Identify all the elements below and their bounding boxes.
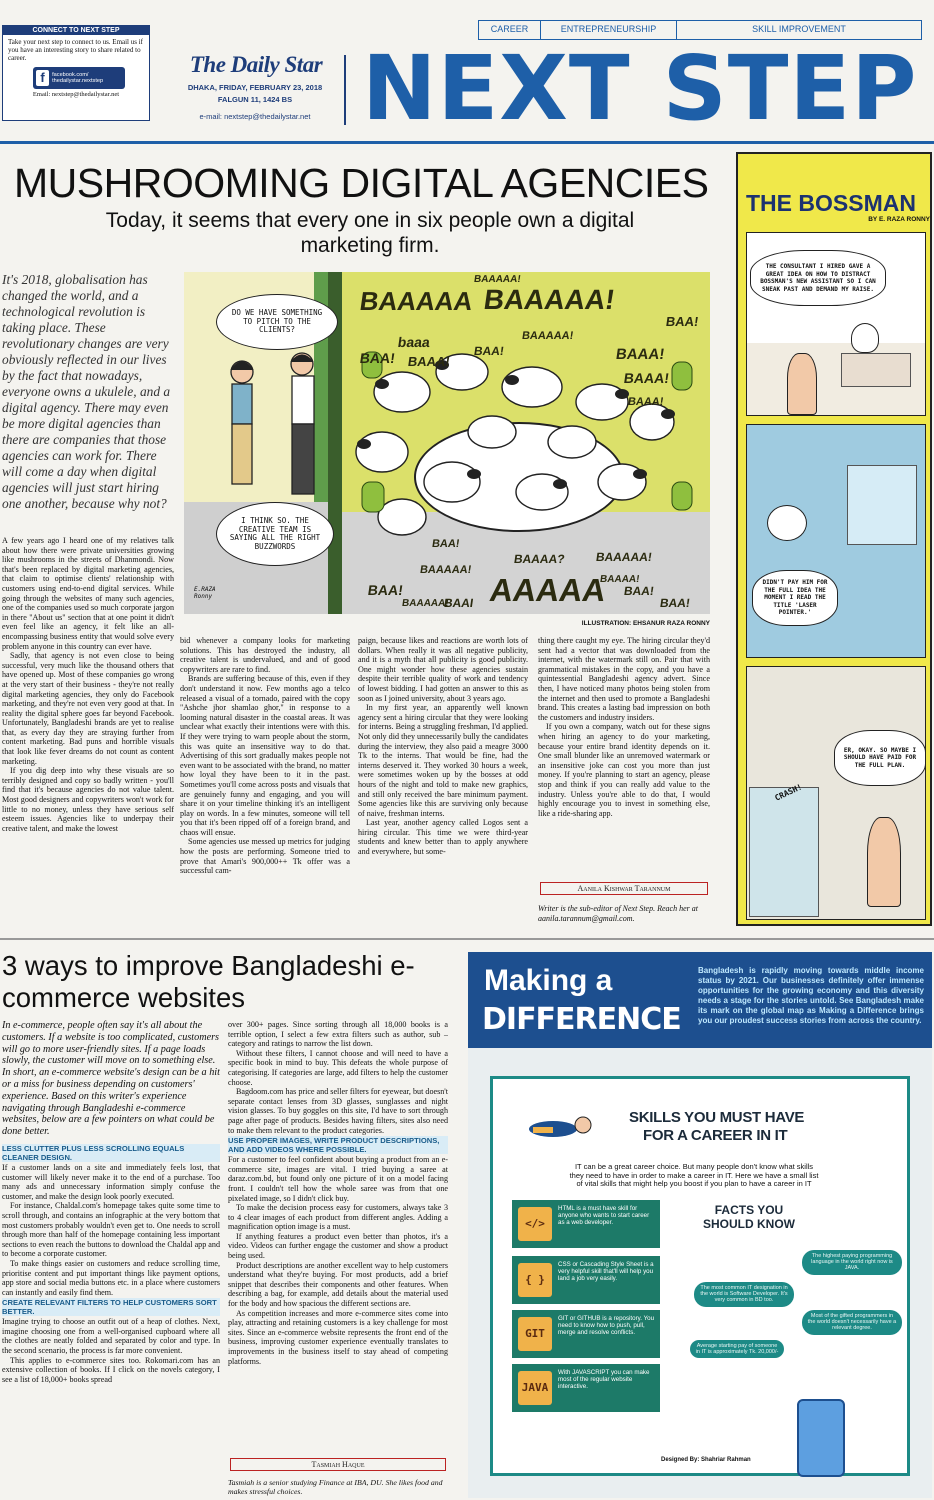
paragraph: For a customer to feel confident about buying a product from an e-commerce site, images are vital. I tried buying a saree at daraz.com.bd, but found only one picture of it on a model facing front. I couldn't tell how the whole saree was from that one pixelated image, so I didn't click buy.	[228, 1155, 448, 1203]
java-icon: JAVA	[518, 1371, 552, 1405]
article1-col1	[2, 536, 174, 926]
paragraph: If a customer lands on a site and immediately feels lost, that customer will likely never make it to the end of a purchase. Too many ads and unnecessary information simply confuse the customer, and make the design look poorly executed.	[2, 1162, 220, 1201]
paragraph: Without these filters, I cannot choose and will need to have a specific book in mind to buy. This defeats the whole purpose of categorising. If categories are large, add filters to help the customer choose.	[228, 1048, 448, 1087]
paragraph: To make the decision process easy for customers, always take 3 to 4 clear images of each product from different angles. Adding a magnification option image is a must.	[228, 1203, 448, 1232]
paragraph: A few years ago I heard one of my relatives talk about how there were private universities growing like mushrooms in the streets of Dhanmondi. Now that's been replaced by digital marketing agencies, that claim to optimise clients' relationship with customers using end-to-end digital services. While going through the websites of many such agencies, one of the companies used so much corporate jargon in there "About us" section that at one point it didn't even feel like an agency, it felt like an all-encompassing business entity that would solve every problem anyone in this country can ever have.	[2, 536, 174, 651]
connect-email: Email: nextstep@thedailystar.net	[32, 91, 120, 98]
fact-bubble: Average starting pay of someone in IT is approximately Tk. 20,000/-	[690, 1340, 784, 1358]
baa-text: BAA!	[473, 344, 505, 358]
date-line: DHAKA, FRIDAY, FEBRUARY 23, 2018	[187, 83, 323, 92]
difference-title-line2: DIFFERENCE	[482, 1002, 681, 1037]
cat-figure	[851, 323, 879, 353]
panel-3-door	[749, 787, 819, 917]
paragraph: bid whenever a company looks for marketing solutions. This has destroyed the industry, all creative talent is undervalued, and and of good copywriters are rare to find.	[180, 636, 350, 674]
panel-3-man	[867, 817, 901, 907]
comic-bubble-answer: I THINK SO. THE CREATIVE TEAM IS SAYING ALL THE RIGHT BUZZWORDS	[216, 502, 334, 566]
panel-2-cat	[767, 505, 807, 541]
paper-name: The Daily Star	[189, 52, 323, 77]
article1-headline: MUSHROOMING DIGITAL AGENCIES	[14, 160, 709, 206]
difference-blurb: Bangladesh is rapidly moving towards middle income status by 2021. Our businesses definitely offer immense opportunities for the growing economy and this diversity needs a stage for the stories untold. See Bangladesh make its mark on the global map as Making a Difference brings you our proudest success stories from across the country.	[698, 966, 924, 1025]
article1-author: Aanila Kishwar Tarannum	[540, 882, 708, 895]
baa-text: BAAAAA!	[595, 550, 653, 564]
intro-text: It's 2018, globalisation has changed the world, and a technological revolution is taking place. These revolutionary changes are very obviously reflected in our lives by the fact that nowadays, everyone owns a ukulele, and a digital agency. There may even be more digital agencies than there are companies that those agencies can work for. There will come a day when digital agencies will just start hiring one another, because why not?	[2, 272, 171, 511]
baa-text: BAA!	[431, 538, 461, 550]
facebook-badge[interactable]	[33, 67, 125, 89]
skill-text: With JAVASCRIPT you can make most of the regular website interactive.	[558, 1369, 650, 1391]
article1-col3	[358, 636, 528, 926]
baa-text: BAA!	[659, 596, 691, 610]
article2-col1	[2, 1020, 220, 1500]
paragraph: As competition increases and more e-commerce sites come into play, attracting and retaining customers is a key challenge for most sites. Since an e-commerce website represents the front end of the business, improving customer experience eventually translates to improvements in the business itself to stay ahead of competing platforms.	[228, 1308, 448, 1366]
paragraph: Brands are suffering because of this, even if they don't understand it now. Few months ago a telco released a visual of a tornado, paired with the copy "Ashche jhor shamlao ghor," in response to a looming natural disaster in the coastal areas. It was unclear what exactly their intentions were with this. If they were trying to warn people about the storm, this was quite an insensitive way to do that. Advertising of this sort gradually makes people not even want to be associated with the brand, no matter how loyal they have been to it in the past. Sometimes you'll come across posts and visuals that are genuinely funny and engaging, and you will share it on your timeline thinking it's an intelligent play on words. In a few minutes, someone will tell you that it's been ripped off of a foreign brand, and chaos will ensue.	[180, 674, 350, 837]
facts-title: FACTS YOU SHOULD KNOW	[703, 1203, 795, 1231]
code-icon: </>	[518, 1207, 552, 1241]
baa-text: baaa	[396, 334, 432, 350]
baa-text: BAAA!	[627, 396, 665, 408]
section-divider	[0, 938, 934, 940]
two-people	[214, 342, 334, 512]
panel-1-desk	[841, 353, 911, 387]
paragraph: If you dig deep into why these visuals are so terribly designed and copy so badly written - you'll find that it's because agencies do not value talent. Most good designers and copywriters won't work for little to no money, unless they have serious self esteem issues. Agencies like to underpay their creative talent, and make the lowest	[2, 766, 174, 833]
baa-text: BAA!	[664, 314, 700, 329]
skills-title-2: FOR A CAREER IN IT	[643, 1127, 788, 1144]
bossman-byline: BY E. RAZA RONNY	[868, 216, 930, 223]
paragraph: To make things easier on customers and reduce scrolling time, prioritise content and put important things like payment options, app store and social media buttons etc. in a place where customers can instantly and easily find them.	[2, 1258, 220, 1297]
article1-col4	[538, 636, 710, 880]
illustration-credit: ILLUSTRATION: EHSANUR RAZA RONNY	[581, 620, 710, 627]
date-line-bs: FALGUN 11, 1424 BS	[217, 95, 293, 104]
tab-career[interactable]: CAREER	[479, 21, 541, 39]
skill-card-css	[512, 1256, 660, 1304]
paragraph: This applies to e-commerce sites too. Rokomari.com has an extensive collection of books. If I click on the novels category, I see a list of 18,000+ books spread	[2, 1355, 220, 1384]
git-icon: GIT	[518, 1317, 552, 1351]
article1-deck: Today, it seems that every one in six people own a digital marketing firm.	[105, 209, 635, 257]
paragraph: over 300+ pages. Since sorting through all 18,000 books is a terrible option, I select a few extra filters such as author, sub – category and ratings to narrow the list down.	[228, 1020, 448, 1049]
connect-title: CONNECT TO NEXT STEP	[3, 26, 149, 35]
baa-text: BAAA!	[614, 346, 666, 363]
baa-text: BAAAAA!	[481, 284, 617, 315]
tab-entrepreneurship[interactable]: ENTREPRENEURSHIP	[541, 21, 677, 39]
skill-text: CSS or Cascading Style Sheet is a very helpful skill that'll will help you land a job very easily.	[558, 1261, 654, 1283]
baa-text: BAAAAA!	[419, 564, 473, 576]
bossman-comic	[736, 152, 932, 926]
baa-text: BAA!	[623, 584, 655, 598]
masthead-rule	[0, 141, 934, 144]
baa-text: BAAAA!	[599, 574, 641, 585]
paragraph: In my first year, an apparently well known agency sent a hiring circular that they were looking for interns. Being a struggling freshman, I'd applied. Not only did they unnecessarily bully the candidates during the interview, they also paid a meagre 3000 Tk to the interns. That would be fine, had the interns deserved it. They worked 30 hours a week, were sometimes woken up by the bosses at odd hours of the night and told to make new graphics, and still only received the bare minimum payment. Some agencies like this are surviving only because of naive, freshman interns.	[358, 703, 528, 818]
baa-text: BAAA!	[406, 354, 451, 369]
article2-col2	[228, 1020, 448, 1450]
paragraph: paign, because likes and reactions are worth lots of dollars. When really it was all negative publicity, and it is a myth that all publicity is good publicity. One might wonder how these agencies sustain despite their terrible quality of work and tendency of lowest bidding. I had gotten an answer to this as soon as I joined university, about 3 years ago.	[358, 636, 528, 703]
skills-intro: IT can be a great career choice. But many people don't know what skills they need to have in order to make a career in IT. Here we have a small list of vital skills that might help you boost if you plan to have a career in IT	[569, 1162, 819, 1189]
paragraph: Imagine trying to choose an outfit out of a heap of clothes. Next, imagine choosing one from a well-organised cupboard where all the clothes are neatly folded and separated by color and type. In the second scenario, the process is far more convenient.	[2, 1317, 220, 1356]
difference-section	[468, 952, 932, 1498]
skill-text: HTML is a must have skill for anyone who wants to start career as a web developer.	[558, 1205, 650, 1227]
masthead-divider	[344, 55, 346, 125]
article2-intro: In e-commerce, people often say it's all about the customers. If a website is too complicated, customers will go to more user-friendly sites. If a page loads slowly, the customer will move on to something else. In short, an e-commerce website's design can be a hit or a miss for business depending on customers' experience. Based on this writer's experience navigating through Bangladeshi e-commerce websites, below are a few pointers on what could be done better.	[2, 1020, 220, 1138]
connect-box	[2, 25, 150, 121]
baa-text: BAAA!	[622, 370, 671, 386]
phone-illustration	[797, 1399, 845, 1477]
skill-card-html	[512, 1200, 660, 1248]
article1-intro	[2, 272, 176, 534]
baa-text: BAAI	[443, 596, 475, 610]
comic-bubble-question: DO WE HAVE SOMETHING TO PITCH TO THE CLIENTS?	[216, 294, 338, 350]
masthead	[0, 0, 934, 145]
baa-text: BAAAAA	[357, 286, 475, 316]
subhead-clutter: LESS CLUTTER PLUS LESS SCROLLING EQUALS CLEANER DESIGN.	[2, 1144, 220, 1162]
paragraph: For instance, Chaldal.com's homepage takes quite some time to scroll through, and contains an infographic at the very bottom that most customers probably wouldn't even get to. One needs to scroll through more than half of the homepage containing less important sections to even reach the buttons to download the Chaldal app and to become a corporate customer.	[2, 1201, 220, 1259]
sheep-group	[342, 332, 710, 552]
bossman-title: THE BOSSMAN	[746, 190, 916, 216]
paragraph: Last year, another agency called Logos sent a hiring circular. This time we were third-year students and knew better than to apply anywhere and everywhere, but some-	[358, 818, 528, 857]
article1-col2	[180, 636, 350, 926]
baa-text: BAAAA?	[513, 552, 566, 566]
illustration-panel	[184, 272, 710, 614]
paragraph: thing there caught my eye. The hiring circular they'd sent had a vector that was downloaded from the internet, with the watermark still on. Pair that with grammatical mistakes in the copy, and you have a quintessential Bangladeshi agency advert. Since then, I have noticed many photos being stolen from the internet and then used to promote a Bangladeshi brand. This creates a lasting bad impression on both the customers and industry insiders.	[538, 636, 710, 722]
man-figure	[787, 353, 817, 415]
baa-text: BAAAAA!	[521, 330, 575, 342]
comic-signature: E.RAZA Ronny	[194, 586, 216, 600]
article2-headline: 3 ways to improve Bangladeshi e-commerce websites	[2, 950, 415, 1013]
contact-email[interactable]: e-mail: nextstep@thedailystar.net	[199, 112, 311, 121]
baa-text: BAAAAA!	[473, 274, 522, 285]
panel-2-window	[847, 465, 917, 545]
paragraph: Product descriptions are another excellent way to help customers understand what they're buying. For most products, add a brief snippet that describes their components and other features. When describing a bag, for example, add details about the material used for the body and how spacious the different sections are.	[228, 1260, 448, 1309]
flying-person-illustration	[523, 1099, 613, 1159]
paragraph: If anything features a product even better than photos, it's a video. Videos can further engage the customer and show a product being used.	[228, 1231, 448, 1261]
braces-icon: { }	[518, 1263, 552, 1297]
crash-sfx: CRASH!	[773, 782, 804, 803]
designer-credit: Designed By: Shahriar Rahman	[661, 1457, 751, 1463]
skill-card-git	[512, 1310, 660, 1358]
facebook-link: facebook.com/ thedailystar.nextstep	[52, 71, 104, 84]
difference-title-line1: Making a	[484, 964, 613, 997]
section-title: NEXT STEP	[362, 36, 918, 140]
skill-card-javascript	[512, 1364, 660, 1412]
panel-3	[746, 666, 926, 920]
baa-text: BAA!	[366, 582, 405, 598]
article1-author-note: Writer is the sub-editor of Next Step. Reach her at aanila.tarannum@gmail.com.	[538, 904, 698, 923]
paragraph: Bagdoom.com has price and seller filters for eyewear, but doesn't separate contact lenses from 3D glasses, sunglasses and night vision glasses. To buy goggles on this site, I'd have to sort through page after page of products. Besides having filters, sites also need to make them relevant to the product categories.	[228, 1087, 448, 1135]
baa-text: AAAAA	[487, 572, 609, 608]
skills-title-1: SKILLS YOU MUST HAVE	[629, 1109, 805, 1126]
subhead-images: USE PROPER IMAGES, WRITE PRODUCT DESCRIPTIONS, AND ADD VIDEOS WHERE POSSIBLE.	[228, 1136, 448, 1154]
skill-text: GIT or GITHUB is a repository. You need to know how to push, pull, merge and resolve conflicts.	[558, 1315, 655, 1337]
bossman-bubble-1: THE CONSULTANT I HIRED GAVE A GREAT IDEA ON HOW TO DISTRACT BOSSMAN'S NEW ASSISTANT SO I CAN SNEAK PAST AND DEMAND MY RAISE.	[750, 250, 886, 306]
subhead-filters: CREATE RELEVANT FILTERS TO HELP CUSTOMERS SORT BETTER.	[2, 1298, 220, 1316]
fact-bubble: The most common IT designation in the world is Software Developer. It's very common in BD too.	[694, 1282, 794, 1307]
article2-author: Tasmiah Haque	[230, 1458, 446, 1471]
baa-text: BAAAAA!	[401, 598, 450, 609]
paragraph: Some agencies use messed up metrics for judging how the posts are performing. Someone tried to prove that Amari's 900,000++ Tk offer was a successful cam-	[180, 837, 350, 876]
paragraph: Sadly, that agency is not even close to being successful, very much like the thousand others that have opened up. Most of these companies go wrong at the very start of their business - they're not really digital marketing agencies, they only do Facebook marketing, and they're not even very good at that. In reality the digital sphere goes far beyond Facebook. Unfortunately, Bangladeshi brands are yet to realise that, as every day they are straying further from content marketing. Bad puns and horrible visuals that look like fever dreams do not count as content marketing.	[2, 651, 174, 766]
paragraph: If you own a company, watch out for these signs when hiring an agency to do your marketing, because your entire brand identity depends on it. One small blunder like an unremoved watermark or an insensitive joke can cost you more than just money. If you're planning to start an agency, please stop and think if you can really add value to the industry. Unless you're able to do that, I would highly encourage you to invest in something else, like a ride-sharing app.	[538, 722, 710, 818]
bossman-bubble-3: ER, OKAY. SO MAYBE I SHOULD HAVE PAID FOR THE FULL PLAN.	[834, 730, 926, 786]
fact-bubble: The highest paying programming language in the world right now is JAVA.	[802, 1250, 902, 1275]
bossman-bubble-2: DIDN'T PAY HIM FOR THE FULL IDEA THE MOMENT I READ THE TITLE 'LASER POINTER.'	[752, 570, 838, 626]
fact-bubble: Most of the gifted programmers in the world doesn't necessarily have a relevant degree.	[802, 1310, 902, 1335]
baa-text: BAA!	[358, 350, 397, 366]
tab-skill-improvement[interactable]: SKILL IMPROVEMENT	[752, 24, 846, 34]
connect-body: Take your next step to connect to us. Email us if you have an interesting story to share related to career.	[8, 38, 144, 62]
article2-author-note: Tasmiah is a senior studying Finance at IBA, DU. She likes food and makes stressful choices.	[228, 1478, 443, 1497]
facebook-icon: f	[36, 70, 49, 86]
